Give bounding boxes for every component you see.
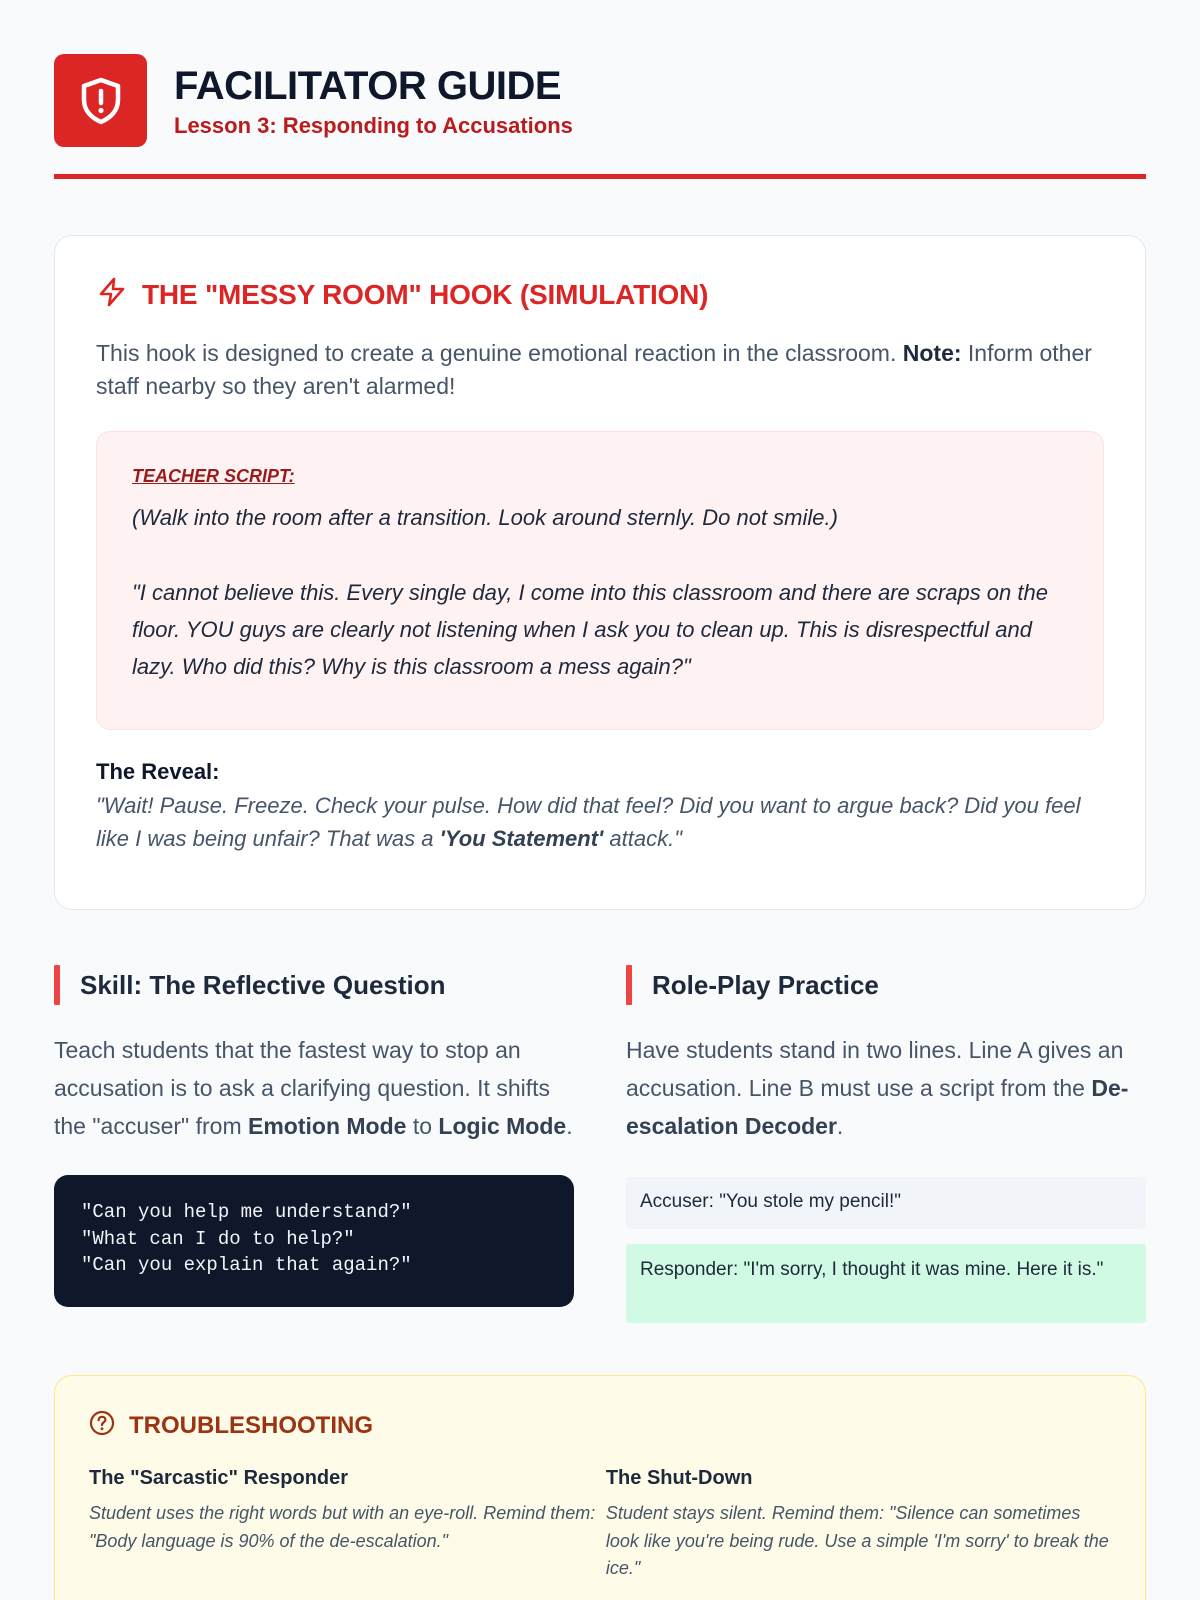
troubleshooting-box — [54, 1375, 1146, 1600]
hook-card — [54, 235, 1146, 910]
roleplay-decoder-name: De-escalation Decoder — [626, 1075, 1129, 1139]
roleplay-body-text: Have students stand in two lines. Line A gives an accusation. Line B must use a script from the — [626, 1037, 1124, 1101]
header-divider — [54, 174, 1146, 179]
teacher-script-box — [96, 431, 1104, 730]
page-title: FACILITATOR GUIDE — [174, 63, 562, 108]
skill-heading — [54, 965, 574, 1005]
skill-body-text: to — [406, 1113, 439, 1139]
section-accent-bar — [626, 965, 632, 1005]
teacher-script-label: TEACHER SCRIPT: — [132, 466, 295, 486]
section-accent-bar — [54, 965, 60, 1005]
roleplay-title: Role-Play Practice — [652, 969, 879, 1000]
skill-body — [54, 1031, 574, 1145]
hook-intro — [96, 337, 1104, 403]
troubleshooting-items — [89, 1467, 1111, 1583]
teacher-script-direction: (Walk into the room after a transition. Look around sternly. Do not smile.) — [132, 505, 838, 530]
roleplay-body-text: . — [836, 1113, 844, 1139]
troubleshooting-item-title: The "Sarcastic" Responder — [89, 1467, 349, 1489]
help-circle-icon — [89, 1410, 115, 1441]
reveal-heading: The Reveal: — [96, 759, 220, 784]
skill-title: Skill: The Reflective Question — [80, 969, 446, 1000]
responder-line: Responder: "I'm sorry, I thought it was mine. Here it is." — [626, 1244, 1146, 1323]
hook-heading — [96, 276, 1104, 313]
roleplay-body — [626, 1031, 1146, 1145]
skill-body-text: . — [566, 1113, 573, 1139]
code-line: "Can you help me understand?" — [81, 1201, 412, 1223]
reveal-text-start: "Wait! Pause. Freeze. Check your pulse. How did that feel? Did you want to argue back? Did you feel like I was being unfair? That was a — [96, 793, 1081, 851]
page-header — [54, 0, 1146, 147]
skill-column — [54, 965, 574, 1323]
skill-body-text: Teach students that the fastest way to stop an accusation is to ask a clarifying question. It shifts the "accuser" from — [54, 1037, 551, 1139]
hook-title: THE "MESSY ROOM" HOOK (SIMULATION) — [142, 278, 709, 310]
reveal-text-bold: 'You Statement' — [439, 826, 604, 851]
hook-note-label: Note: — [902, 340, 962, 366]
troubleshooting-item — [89, 1467, 606, 1583]
troubleshooting-item-text: Student uses the right words but with an eye-roll. Remind them: "Body language is 90% of the de-escalation." — [89, 1503, 596, 1551]
skill-logic-mode: Logic Mode — [438, 1113, 567, 1139]
reveal-text — [96, 789, 1104, 855]
shield-alert-icon — [54, 54, 147, 147]
troubleshooting-item-text: Student stays silent. Remind them: "Silence can sometimes look like you're being rude. Use a simple 'I'm sorry' to break the ice." — [605, 1503, 1109, 1578]
roleplay-column — [626, 965, 1146, 1323]
troubleshooting-heading — [89, 1410, 1111, 1441]
skill-emotion-mode: Emotion Mode — [248, 1113, 407, 1139]
reflective-questions-code-block — [54, 1175, 574, 1307]
roleplay-heading — [626, 965, 1146, 1005]
roleplay-dialog — [626, 1177, 1146, 1323]
hook-intro-text: This hook is designed to create a genuine emotional reaction in the classroom. — [96, 340, 903, 366]
troubleshooting-item — [606, 1467, 1111, 1583]
reveal-text-end: attack." — [603, 826, 683, 851]
accuser-line: Accuser: "You stole my pencil!" — [626, 1177, 1146, 1229]
page-subtitle: Lesson 3: Responding to Accusations — [174, 112, 573, 138]
lightning-icon — [96, 276, 128, 313]
code-line: "Can you explain that again?" — [81, 1254, 412, 1276]
code-line: "What can I do to help?" — [81, 1227, 355, 1250]
troubleshooting-item-title: The Shut-Down — [605, 1467, 753, 1489]
two-column-section — [54, 965, 1146, 1323]
troubleshooting-title: TROUBLESHOOTING — [129, 1411, 373, 1439]
teacher-script-quote: "I cannot believe this. Every single day, I come into this classroom and there are scraps on the floor. YOU guys are clearly not listening when I ask you to clean up. This is disrespectful and lazy. Who did this? Why is this classroom a mess again?" — [132, 580, 1048, 679]
hook-note-text: Inform other staff nearby so they aren't alarmed! — [96, 340, 1092, 399]
